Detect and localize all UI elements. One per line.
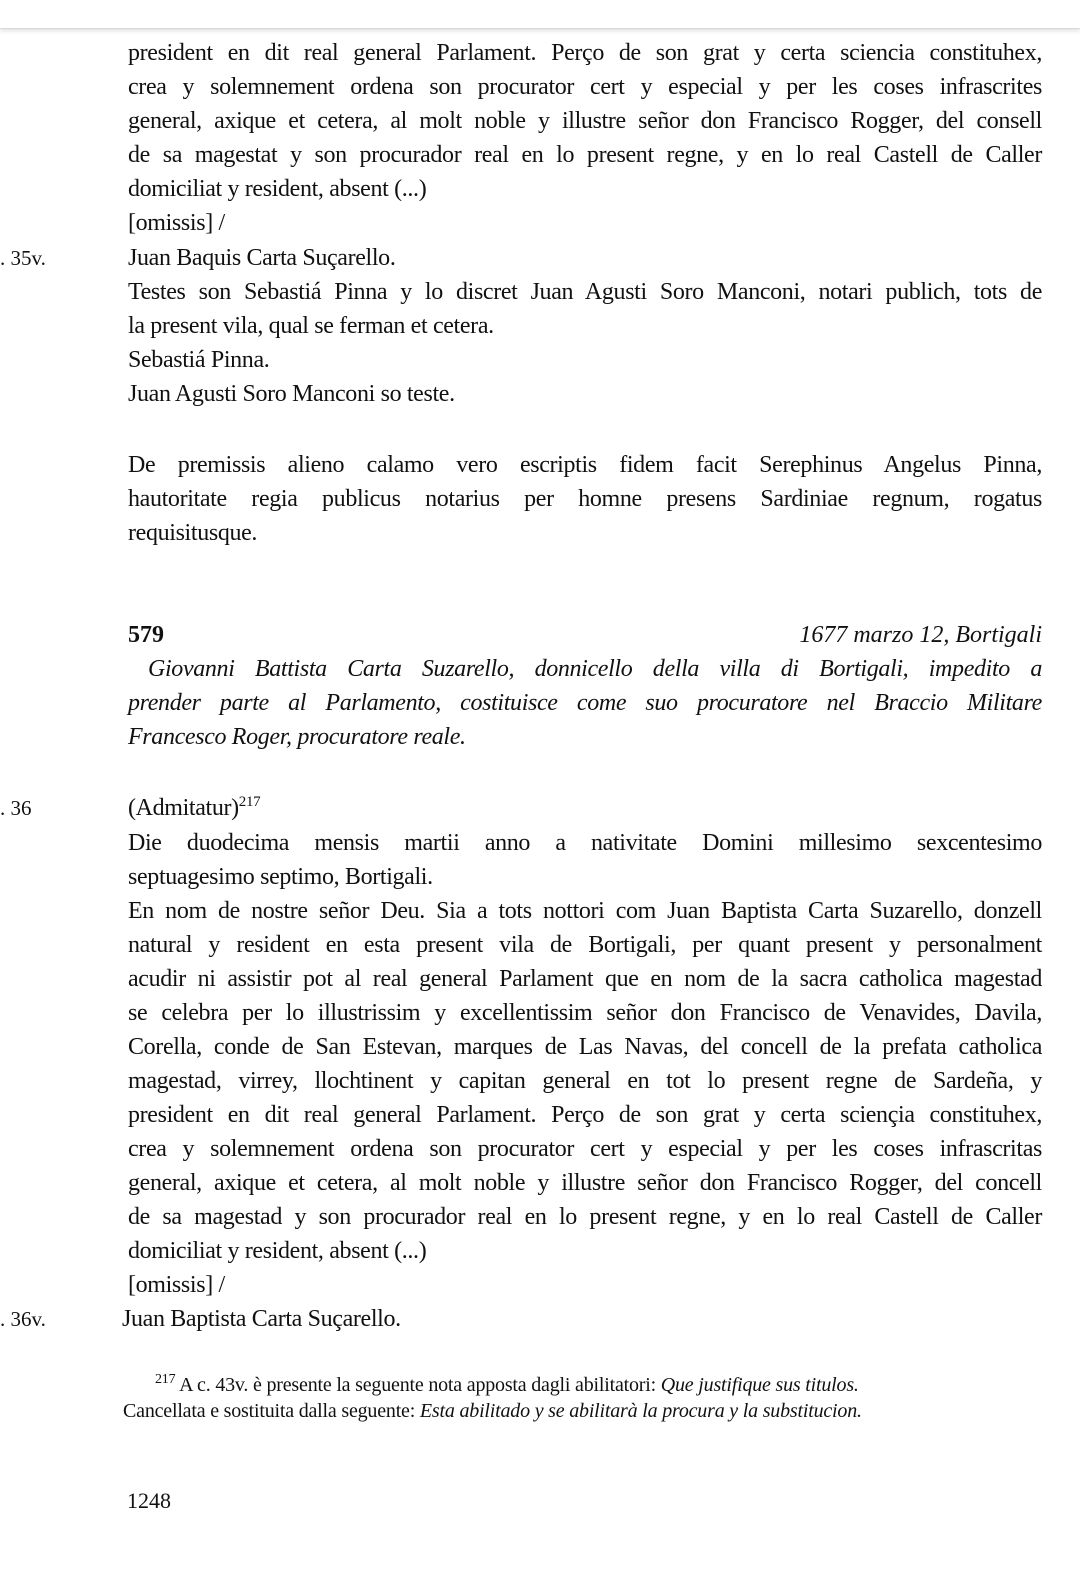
text-line: general, axique et cetera, al molt noble y illustre señor don Francisco Rogger, del concell: [128, 1170, 1042, 1196]
signature-line: Juan Baptista Carta Suçarello.: [122, 1306, 401, 1332]
footnote-text: Cancellata e sostituita dalla seguente:: [123, 1400, 420, 1422]
footnote-number: 217: [155, 1372, 176, 1387]
text-line: president en dit real general Parlament. Perço de son grat y certa sciencia constituhex,: [128, 40, 1042, 66]
text-line: magestad, virrey, llochtinent y capitan general en tot lo present regne de Sardeña, y: [128, 1068, 1042, 1094]
signature-line: Juan Agusti Soro Manconi so teste.: [128, 381, 455, 407]
document-date-place: 1677 marzo 12, Bortigali: [799, 622, 1042, 648]
text-line: general, axique et cetera, al molt noble y illustre señor don Francisco Rogger, del consell: [128, 108, 1042, 134]
signature-line: Juan Baquis Carta Suçarello.: [128, 245, 396, 271]
notary-attestation-line: De premissis alieno calamo vero escriptis fidem facit Serephinus Angelus Pinna,: [128, 452, 1042, 478]
text-line: acudir ni assistir pot al real general Parlament que en nom de la sacra catholica magestad: [128, 966, 1042, 992]
text-line: septuagesimo septimo, Bortigali.: [128, 864, 433, 890]
footnote-text: A c. 43v. è presente la seguente nota apposta dagli abilitatori:: [175, 1374, 661, 1396]
signature-line: Sebastiá Pinna.: [128, 347, 270, 373]
summary-line: prender parte al Parlamento, costituisce come suo procuratore nel Braccio Militare: [128, 690, 1042, 716]
folio-reference: . 36: [0, 796, 32, 820]
text-line: domiciliat y resident, absent (...): [128, 176, 427, 202]
omissis-marker: [omissis] /: [128, 1272, 225, 1298]
folio-reference: . 35v.: [0, 246, 46, 270]
footnote-quote: Que justifique sus titulos.: [660, 1374, 859, 1396]
text-line: se celebra per lo illustrissim y excellentissim señor don Francisco de Venavides, Davila,: [128, 1000, 1042, 1026]
footnote-quote: Esta abilitado y se abilitarà la procura y la substitucion.: [419, 1400, 862, 1422]
notary-attestation-line: hautoritate regia publicus notarius per homne presens Sardiniae regnum, rogatus: [128, 486, 1042, 512]
viewer-top-bar: [0, 0, 1080, 29]
omissis-marker: [omissis] /: [128, 210, 225, 236]
text-line: Die duodecima mensis martii anno a nativitate Domini millesimo sexcentesimo: [128, 830, 1042, 856]
text-line: crea y solemnement ordena son procurator cert y especial y per les coses infrascrites: [128, 74, 1042, 100]
text-line: En nom de nostre señor Deu. Sia a tots nottori com Juan Baptista Carta Suzarello, donzell: [128, 898, 1042, 924]
text-line: crea y solemnement ordena son procurator cert y especial y per les coses infrascritas: [128, 1136, 1042, 1162]
admitatur-label: (Admitatur): [128, 795, 239, 821]
footnote-reference[interactable]: 217: [238, 794, 261, 810]
text-line: natural y resident en esta present vila de Bortigali, per quant present y personalment: [128, 932, 1042, 958]
text-line: Testes son Sebastiá Pinna y lo discret Juan Agusti Soro Manconi, notari publich, tots de: [128, 279, 1042, 305]
summary-line: Giovanni Battista Carta Suzarello, donnicello della villa di Bortigali, impedito a: [148, 656, 1042, 682]
footnote-line: [123, 1398, 862, 1424]
text-line: domiciliat y resident, absent (...): [128, 1238, 427, 1264]
document-number: 579: [128, 622, 164, 648]
summary-line: Francesco Roger, procuratore reale.: [128, 724, 466, 750]
page-number: 1248: [127, 1488, 171, 1513]
text-line: de sa magestat y son procurador real en lo present regne, y en lo real Castell de Caller: [128, 142, 1042, 168]
text-line: president en dit real general Parlament. Perço de son grat y certa sciençia constituhex,: [128, 1102, 1042, 1128]
admitatur-line: [128, 791, 1042, 825]
text-line: de sa magestad y son procurador real en lo present regne, y en lo real Castell de Caller: [128, 1204, 1042, 1230]
folio-reference: . 36v.: [0, 1307, 46, 1331]
notary-attestation-line: requisitusque.: [128, 520, 258, 546]
footnote-line: [155, 1372, 859, 1398]
text-line: la present vila, qual se ferman et cetera.: [128, 313, 494, 339]
text-line: Corella, conde de San Estevan, marques de Las Navas, del concell de la prefata catholica: [128, 1034, 1042, 1060]
